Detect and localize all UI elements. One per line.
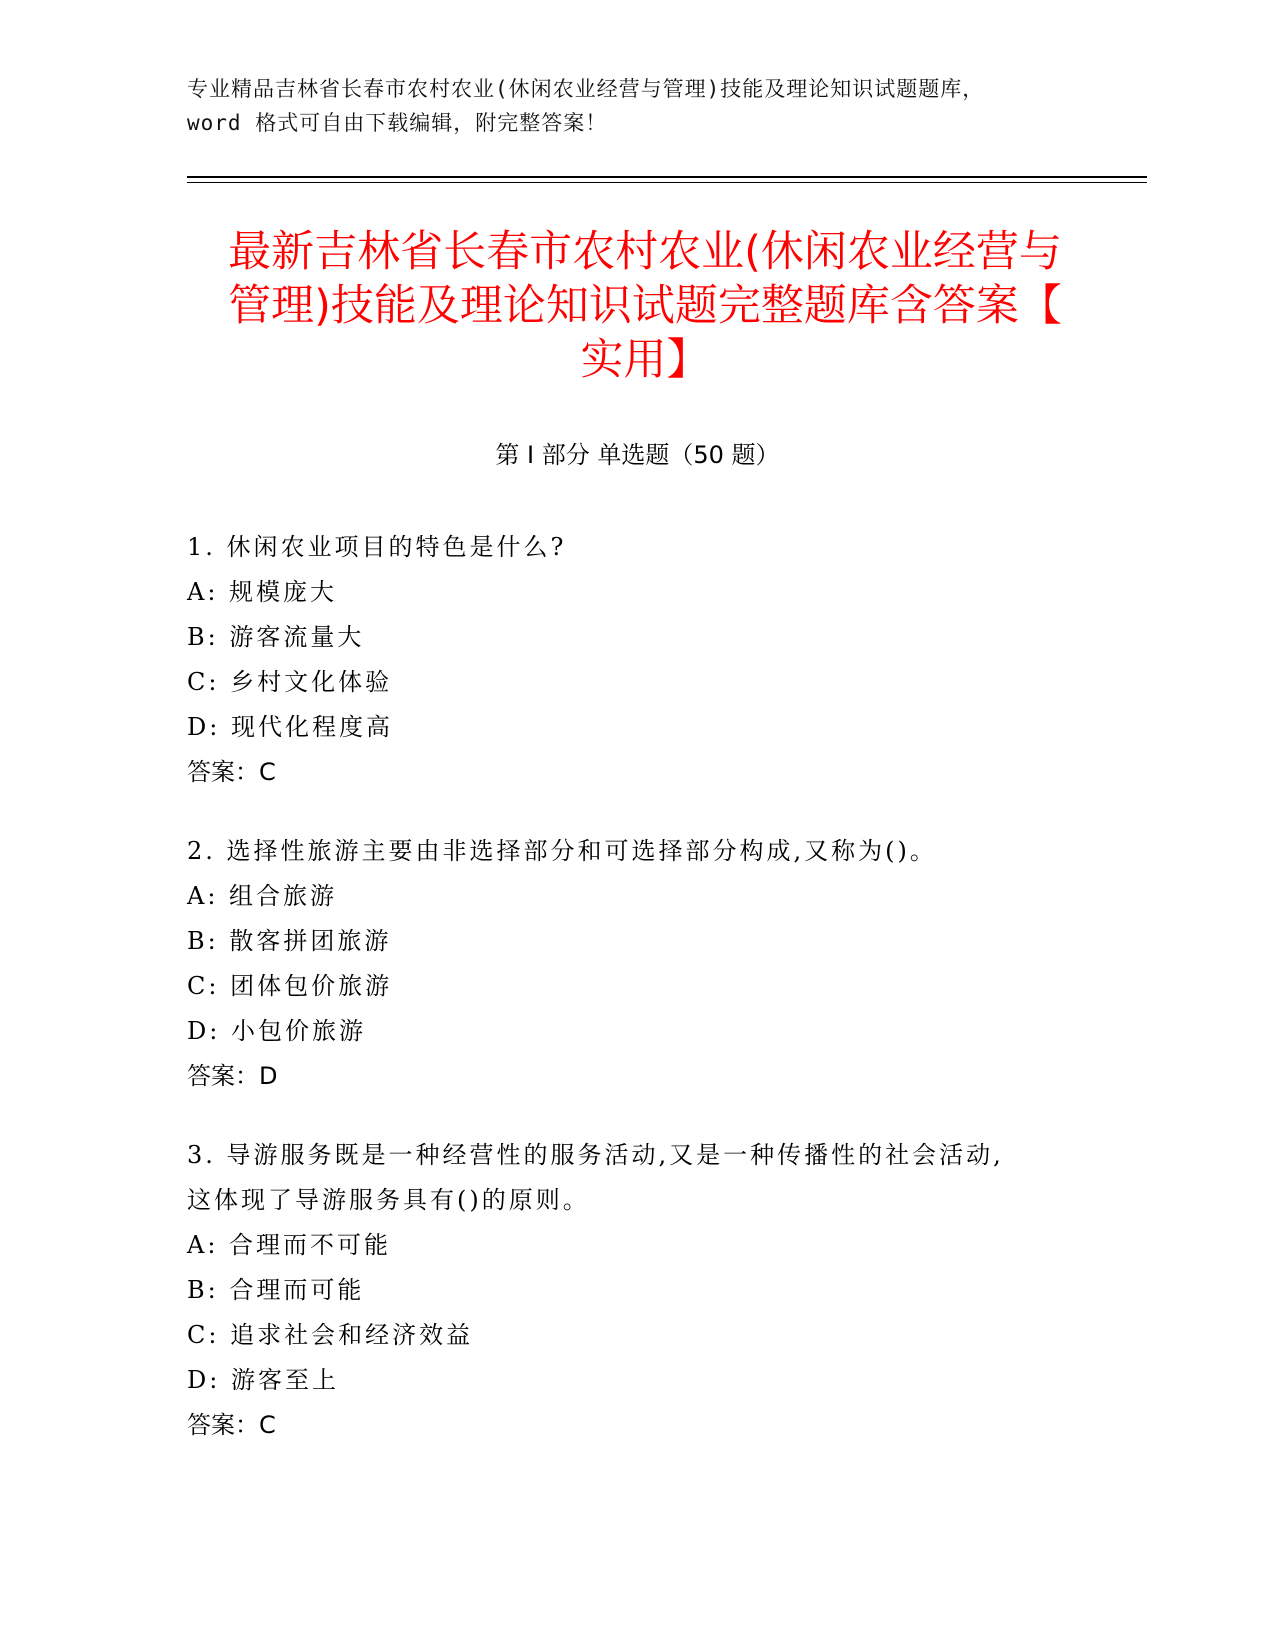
header-divider-thick — [187, 176, 1147, 178]
header-note-line-2: word 格式可自由下载编辑，附完整答案！ — [187, 111, 608, 135]
question-3-option-c: C: 追求社会和经济效益 — [187, 1321, 474, 1349]
question-2-stem: 2. 选择性旅游主要由非选择部分和可选择部分构成,又称为()。 — [187, 837, 937, 865]
question-2-answer: 答案：D — [187, 1062, 278, 1090]
question-2-option-c: C: 团体包价旅游 — [187, 972, 393, 1000]
question-3-stem-line-2: 这体现了导游服务具有()的原则。 — [187, 1186, 590, 1214]
document-title-line-2: 管理)技能及理论知识试题完整题库含答案【 — [228, 281, 1062, 331]
section-heading: 第 I 部分 单选题（50 题） — [495, 441, 780, 469]
question-list — [187, 525, 1087, 1482]
document-title-line-1: 最新吉林省长春市农村农业(休闲农业经营与 — [228, 227, 1062, 277]
question-1-option-b: B: 游客流量大 — [187, 623, 365, 651]
header-note-line-1: 专业精品吉林省长春市农村农业(休闲农业经营与管理)技能及理论知识试题题库， — [187, 77, 985, 101]
question-2-option-d: D: 小包价旅游 — [187, 1017, 366, 1045]
header-note — [187, 72, 1087, 140]
question-2-option-a: A: 组合旅游 — [187, 882, 338, 910]
question-3-stem-line-1: 3. 导游服务既是一种经营性的服务活动,又是一种传播性的社会活动, — [187, 1141, 1004, 1169]
document-title-line-3: 实用】 — [580, 335, 710, 385]
document-title — [170, 225, 1120, 387]
question-3 — [187, 1133, 1087, 1448]
question-1-option-a: A: 规模庞大 — [187, 578, 338, 606]
header-divider-thin — [187, 182, 1147, 183]
question-3-option-b: B: 合理而可能 — [187, 1276, 365, 1304]
question-1-option-d: D: 现代化程度高 — [187, 713, 393, 741]
question-1-option-c: C: 乡村文化体验 — [187, 668, 393, 696]
question-1-answer: 答案：C — [187, 758, 276, 786]
question-2-option-b: B: 散客拼团旅游 — [187, 927, 392, 955]
question-3-option-d: D: 游客至上 — [187, 1366, 339, 1394]
question-2 — [187, 829, 1087, 1099]
question-3-answer: 答案：C — [187, 1411, 276, 1439]
question-1-stem: 1. 休闲农业项目的特色是什么? — [187, 533, 567, 561]
question-3-option-a: A: 合理而不可能 — [187, 1231, 392, 1259]
question-1 — [187, 525, 1087, 795]
